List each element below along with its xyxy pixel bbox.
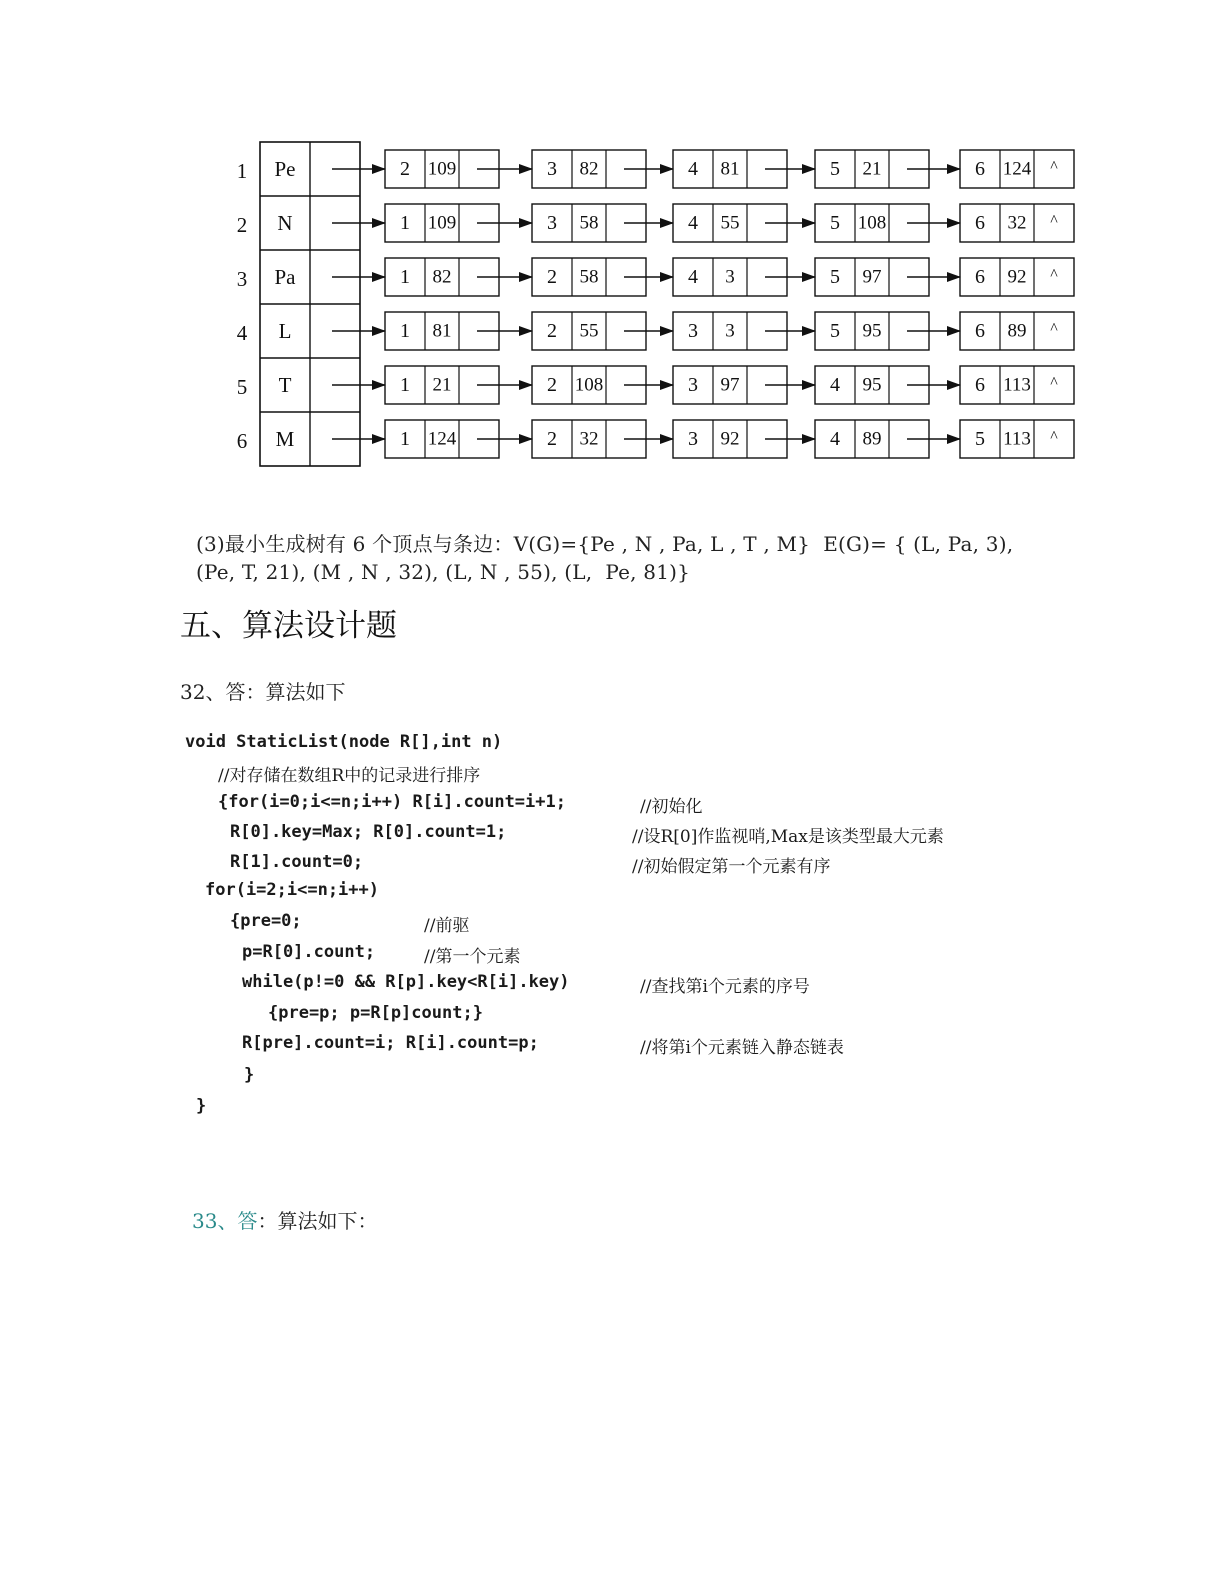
edge-node-weight: 21 [432,374,452,396]
edge-node-adjvex: 2 [547,428,557,450]
vertex-index: 5 [236,375,248,399]
edge-node-weight: 89 [862,428,882,450]
code-comment: //将第i个元素链入静态链表 [640,1038,844,1058]
code-comment: //查找第i个元素的序号 [640,977,810,997]
code-line: {pre=0; [230,911,302,931]
edge-node-adjvex: 6 [975,212,985,234]
edge-node-weight: 97 [862,266,882,288]
edge-node-weight: 82 [579,158,599,180]
edge-node-adjvex: 3 [547,158,557,180]
edge-node-adjvex: 6 [975,374,985,396]
code-line: p=R[0].count; [242,942,376,962]
edge-node-adjvex: 1 [400,212,410,234]
edge-node-adjvex: 1 [400,320,410,342]
code-comment: //设R[0]作监视哨,Max是该类型最大元素 [632,827,944,847]
edge-node-weight: 32 [1007,212,1027,234]
adjacency-list-figure [0,0,1224,480]
edge-node-adjvex: 1 [400,266,410,288]
vertex-name: Pa [274,265,296,289]
code-line: while(p!=0 && R[p].key<R[i].key) [242,972,570,992]
question-32-label: 32、答：算法如下 [180,680,346,704]
edge-node-weight: 108 [574,374,604,396]
code-comment: //第一个元素 [424,947,521,967]
edge-node-adjvex: 5 [975,428,985,450]
edge-node-adjvex: 4 [688,266,698,288]
edge-node-weight: 95 [862,320,882,342]
edge-node-weight: 3 [725,320,735,342]
vertex-index: 2 [236,213,248,237]
null-pointer-symbol: ^ [1050,320,1058,338]
vertex-index: 1 [236,159,248,183]
edge-node-weight: 58 [579,266,599,288]
vertex-name: M [275,427,295,451]
vertex-name: Pe [274,157,296,181]
edge-node-adjvex: 5 [830,158,840,180]
edge-node-weight: 82 [432,266,452,288]
code-comment: //前驱 [424,916,470,936]
null-pointer-symbol: ^ [1050,212,1058,230]
vertex-index: 4 [236,321,248,345]
edge-node-weight: 109 [427,212,457,234]
edge-node-weight: 81 [432,320,452,342]
edge-node-weight: 55 [579,320,599,342]
code-line: R[0].key=Max; R[0].count=1; [230,822,507,842]
edge-node-adjvex: 2 [400,158,410,180]
code-comment: //初始假定第一个元素有序 [632,857,831,877]
edge-node-weight: 81 [720,158,740,180]
edge-node-weight: 124 [1002,158,1032,180]
edge-node-weight: 97 [720,374,740,396]
null-pointer-symbol: ^ [1050,158,1058,176]
edge-node-weight: 3 [725,266,735,288]
question-33-label [192,1205,377,1234]
question-33-number: 33、答 [192,1209,258,1233]
edge-node-adjvex: 2 [547,320,557,342]
code-line: R[pre].count=i; R[i].count=p; [242,1033,539,1053]
edge-node-weight: 113 [1003,374,1031,396]
code-comment: //对存储在数组R中的记录进行排序 [218,766,481,786]
edge-node-adjvex: 5 [830,266,840,288]
edge-node-weight: 113 [1003,428,1031,450]
edge-node-adjvex: 6 [975,266,985,288]
edge-node-adjvex: 1 [400,428,410,450]
edge-node-weight: 108 [857,212,887,234]
edge-node-weight: 55 [720,212,740,234]
null-pointer-symbol: ^ [1050,428,1058,446]
code-line: } [196,1096,207,1116]
code-line: R[1].count=0; [230,852,364,872]
edge-node-adjvex: 3 [688,428,698,450]
edge-node-adjvex: 4 [688,212,698,234]
null-pointer-symbol: ^ [1050,374,1058,392]
edge-node-adjvex: 4 [830,428,840,450]
code-line: } [244,1065,255,1085]
vertex-name: N [277,211,293,235]
edge-node-adjvex: 3 [688,320,698,342]
code-line: {pre=p; p=R[p]count;} [268,1003,483,1023]
edge-node-weight: 92 [1007,266,1027,288]
edge-node-adjvex: 2 [547,266,557,288]
mst-text-line-1: (3)最小生成树有 6 个顶点与条边：V(G)={Pe , N , Pa, L , T , M} E(G)= { (L, Pa, 3), [196,532,1014,556]
section-heading: 五、算法设计题 [180,608,397,644]
vertex-name: T [278,373,292,397]
edge-node-weight: 92 [720,428,740,450]
vertex-index: 6 [236,429,248,453]
edge-node-weight: 95 [862,374,882,396]
edge-node-adjvex: 4 [688,158,698,180]
null-pointer-symbol: ^ [1050,266,1058,284]
edge-node-weight: 21 [862,158,882,180]
edge-node-adjvex: 6 [975,320,985,342]
mst-text-line-2: (Pe, T, 21), (M , N , 32), (L, N , 55), (L, Pe, 81)} [196,560,691,584]
edge-node-adjvex: 3 [688,374,698,396]
vertex-name: L [278,319,292,343]
edge-node-adjvex: 3 [547,212,557,234]
question-33-text: ：算法如下： [257,1209,378,1233]
code-line: {for(i=0;i<=n;i++) R[i].count=i+1; [218,792,566,812]
edge-node-weight: 124 [427,428,457,450]
edge-node-adjvex: 5 [830,320,840,342]
edge-node-adjvex: 5 [830,212,840,234]
edge-node-weight: 109 [427,158,457,180]
code-comment: //初始化 [640,797,703,817]
edge-node-adjvex: 2 [547,374,557,396]
edge-node-weight: 32 [579,428,599,450]
edge-node-adjvex: 4 [830,374,840,396]
code-line: void StaticList(node R[],int n) [185,732,503,752]
code-line: for(i=2;i<=n;i++) [205,880,379,900]
edge-node-adjvex: 6 [975,158,985,180]
edge-node-weight: 58 [579,212,599,234]
vertex-index: 3 [236,267,248,291]
edge-node-weight: 89 [1007,320,1027,342]
edge-node-adjvex: 1 [400,374,410,396]
